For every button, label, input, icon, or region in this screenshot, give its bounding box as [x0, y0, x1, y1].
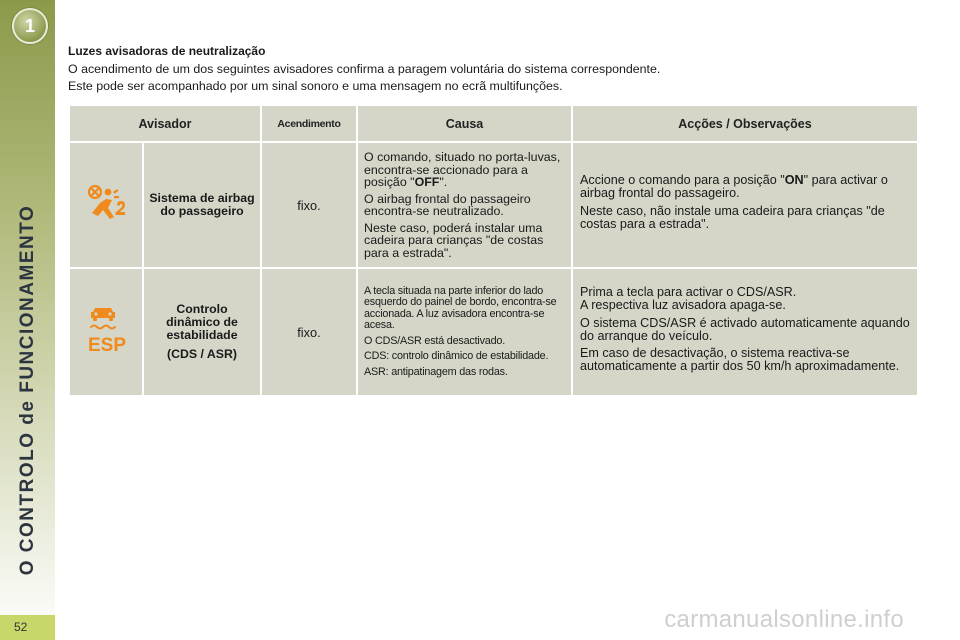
action-paragraph: Neste caso, não instale uma cadeira para crianças "de costas para a estrada". [580, 204, 885, 231]
row-name [144, 269, 260, 395]
esp-icon-label: ESP [88, 334, 127, 354]
action-paragraph [580, 174, 910, 200]
table-row [70, 143, 917, 267]
cause-paragraph: O airbag frontal do passageiro encontra-se neutralizado. [364, 191, 531, 218]
cause-text: O comando, situado no porta-luvas, encontra-se accionado para a posição " [364, 150, 561, 189]
cause-paragraph: Neste caso, poderá instalar uma cadeira para crianças "de costas para a estrada". [364, 220, 544, 260]
cause-paragraph: O CDS/ASR está desactivado. [364, 334, 506, 347]
table-row [70, 269, 917, 395]
row-name: Sistema de airbag do passageiro [144, 143, 260, 267]
action-text: Accione o comando para a posição " [580, 173, 785, 188]
row-name-sub: (CDS / ASR) [167, 347, 237, 361]
cause-text: ". [439, 175, 448, 189]
intro-line-1: O acendimento de um dos seguintes avisadores confirma a paragem voluntária do sistema correspondente. [68, 62, 661, 76]
table-header-row [70, 106, 917, 141]
header-accoes: Acções / Observações [573, 106, 917, 141]
section-heading: Luzes avisadoras de neutralização [68, 44, 266, 58]
cause-paragraph: ASR: antipatinagem das rodas. [364, 365, 508, 378]
page-number: 52 [0, 615, 55, 640]
chapter-title: O CONTROLO de FUNCIONAMENTO [17, 204, 38, 576]
row-action [573, 269, 917, 395]
row-lighting: fixo. [262, 143, 356, 267]
warning-lights-table [68, 104, 919, 397]
row-cause [358, 269, 571, 395]
cause-off-label: OFF [414, 175, 440, 189]
action-text: Prima a tecla para activar o CDS/ASR. [580, 285, 797, 300]
action-paragraph [580, 286, 910, 312]
action-text: " para activar o airbag frontal do passageiro. [580, 173, 888, 201]
sidebar [0, 0, 55, 640]
row-cause [358, 143, 571, 267]
action-paragraph: Em caso de desactivação, o sistema reactiva-se automaticamente a partir dos 50 km/h aproximadamente. [580, 346, 900, 374]
airbag-passenger-off-icon [84, 183, 128, 223]
header-acendimento: Acendimento [262, 106, 356, 141]
intro-text [68, 61, 928, 95]
intro-line-2: Este pode ser acompanhado por um sinal sonoro e uma mensagem no ecrã multifunções. [68, 79, 563, 93]
cause-paragraph [364, 151, 565, 189]
esp-off-icon [84, 306, 128, 354]
chapter-number-badge[interactable]: 1 [12, 8, 48, 44]
header-causa: Causa [358, 106, 571, 141]
esp-icon-cell [70, 269, 142, 395]
cause-paragraph: CDS: controlo dinâmico de estabilidade. [364, 350, 549, 363]
row-action [573, 143, 917, 267]
action-paragraph: O sistema CDS/ASR é activado automaticamente aquando do arranque do veículo. [580, 315, 910, 343]
row-lighting: fixo. [262, 269, 356, 395]
row-name-text: Controlo dinâmico de estabilidade [166, 302, 238, 342]
airbag-icon-cell [70, 143, 142, 267]
header-avisador: Avisador [70, 106, 260, 141]
watermark: carmanualsonline.info [664, 606, 904, 633]
action-text: A respectiva luz avisadora apaga-se. [580, 297, 786, 312]
cause-paragraph: A tecla situada na parte inferior do lado esquerdo do painel de bordo, encontra-se accionada. A luz avisadora encontra-se acesa. [364, 284, 557, 332]
action-on-label: ON [784, 173, 804, 188]
